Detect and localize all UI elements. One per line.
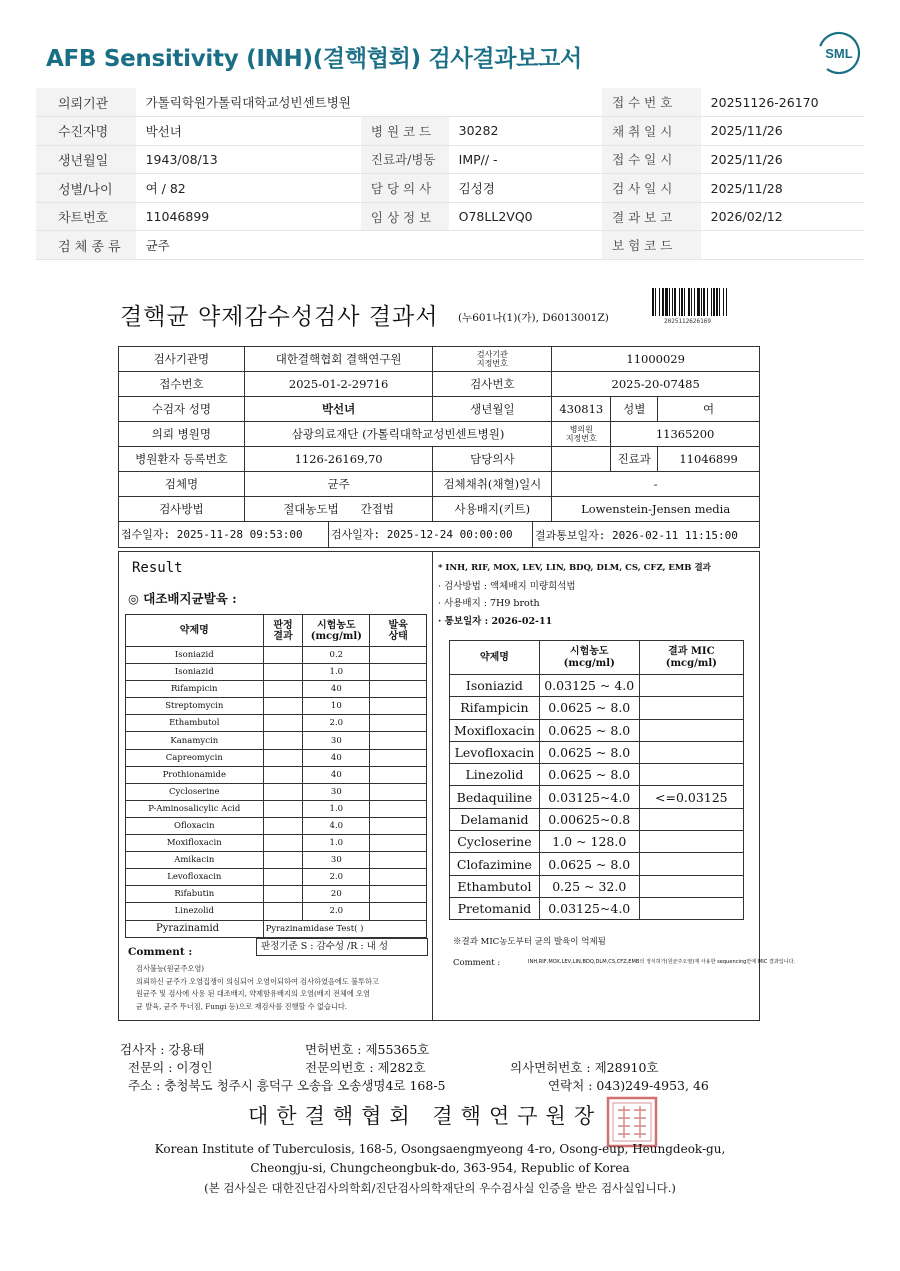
drug-conc: 30 <box>303 783 370 800</box>
drug-result <box>263 903 303 920</box>
drug-conc: 1.0 <box>303 664 370 681</box>
drug-growth <box>370 766 427 783</box>
mic-mic <box>639 741 743 763</box>
dates-row <box>119 522 760 548</box>
barcode-bar <box>655 288 656 316</box>
liquid-method: · 검사방법 : 액체배지 미량희석법 <box>438 580 576 592</box>
patient-row <box>36 145 864 174</box>
table-row <box>450 875 744 897</box>
right-comment-text: INH,RIF,MOX,LEV,LIN,BDQ,DLM,CS,CFZ,EMB의 정식허가(원균주오염)재 사용한 sequencing만에 MIC 결과입니다. <box>528 959 796 965</box>
col-drug: 약제명 <box>126 615 264 647</box>
barcode-bar <box>662 288 664 316</box>
mic-conc: 0.03125~4.0 <box>539 786 639 808</box>
lab-no-label: 검사기관 지정번호 <box>433 347 552 372</box>
english-address-2: Cheongju-si, Chungcheongbuk-do, 363-954, Republic of Korea <box>250 1161 630 1175</box>
mic-conc: 0.0625 ~ 8.0 <box>539 719 639 741</box>
table-row <box>450 897 744 919</box>
report-info-table <box>118 346 760 548</box>
mic-name: Rifampicin <box>450 697 540 719</box>
organization-name: 대한결핵협회 결핵연구원장 <box>248 1104 603 1128</box>
drug-conc: 4.0 <box>303 817 370 834</box>
table-row <box>126 698 427 715</box>
drug-result <box>263 698 303 715</box>
mic-conc: 0.0625 ~ 8.0 <box>539 697 639 719</box>
mic-mic <box>639 808 743 830</box>
patient-field-label: 생년월일 <box>36 145 136 174</box>
name-label: 수검자 성명 <box>119 397 245 422</box>
control-growth-label: ◎ 대조배지균발육 : <box>128 591 237 606</box>
drug-growth <box>370 698 427 715</box>
mic-col-result: 결과 MIC (mcg/ml) <box>639 641 743 675</box>
pyrazinamidase-test: Pyrazinamidase Test( ) <box>263 920 426 937</box>
hosp-no-label: 병의원 지정번호 <box>552 422 611 447</box>
hosp-label: 의뢰 병원명 <box>119 422 245 447</box>
mic-name: Pretomanid <box>450 897 540 919</box>
mic-mic <box>639 831 743 853</box>
barcode-bar <box>726 288 727 316</box>
table-row <box>126 664 427 681</box>
patient-field-value: 균주 <box>136 231 361 260</box>
drug-growth <box>370 852 427 869</box>
drug-name: Linezolid <box>126 903 264 920</box>
specialist: 전문의 : 이경인 <box>128 1060 213 1075</box>
doctor-value <box>552 447 611 472</box>
barcode-bar <box>672 288 673 316</box>
patient-field-value <box>449 231 602 260</box>
drug-name: Ofloxacin <box>126 817 264 834</box>
patient-field-value: 2026/02/12 <box>701 202 864 231</box>
table-row <box>126 886 427 903</box>
barcode-bar <box>669 288 670 316</box>
table-row <box>126 766 427 783</box>
drug-result <box>263 647 303 664</box>
notify-date: 결과통보일자: 2026-02-11 11:15:00 <box>535 528 738 542</box>
drug-conc: 1.0 <box>303 835 370 852</box>
drug-name: Cycloserine <box>126 783 264 800</box>
specimen-value: 균주 <box>244 472 433 497</box>
patient-row <box>36 174 864 203</box>
test-no-value: 2025-20-07485 <box>552 372 760 397</box>
report-title: 결핵균 약제감수성검사 결과서 <box>120 304 439 330</box>
media-label: 사용배지(키트) <box>433 497 552 522</box>
drug-growth <box>370 835 427 852</box>
drug-result <box>263 664 303 681</box>
patient-field-value: 박선녀 <box>136 117 361 146</box>
drug-conc: 20 <box>303 886 370 903</box>
barcode-bar <box>665 288 668 316</box>
drug-result <box>263 817 303 834</box>
mic-mic <box>639 897 743 919</box>
sml-logo-icon <box>816 30 862 76</box>
drug-growth <box>370 749 427 766</box>
drug-growth <box>370 715 427 732</box>
patient-field-label: 병 원 코 드 <box>361 117 449 146</box>
doctor-label: 담당의사 <box>433 447 552 472</box>
barcode-bar <box>652 288 654 316</box>
barcode-bar <box>681 288 683 316</box>
drug-conc: 30 <box>303 732 370 749</box>
comment-line: 의뢰하신 균주가 오염집쟁이 의심되어 오염이되하여 검사하였음에도 불투하고 <box>136 976 379 986</box>
patient-field-label: 접 수 번 호 <box>602 88 701 117</box>
patient-field-label: 의뢰기관 <box>36 88 136 117</box>
drug-conc: 2.0 <box>303 903 370 920</box>
mic-name: Clofazimine <box>450 853 540 875</box>
patient-field-label: 진료과/병동 <box>361 145 449 174</box>
drug-conc: 2.0 <box>303 869 370 886</box>
mic-name: Bedaquiline <box>450 786 540 808</box>
drug-result <box>263 835 303 852</box>
medical-license-no: 의사면허번호 : 제28910호 <box>510 1060 659 1075</box>
mic-conc: 0.03125 ~ 4.0 <box>539 675 639 697</box>
patient-row <box>36 202 864 231</box>
receipt-label: 접수번호 <box>119 372 245 397</box>
drug-name: Streptomycin <box>126 698 264 715</box>
table-row <box>126 903 427 920</box>
barcode-bar <box>711 288 712 316</box>
table-row <box>450 697 744 719</box>
patient-field-value <box>701 231 864 260</box>
license-no: 면허번호 : 제55365호 <box>305 1042 430 1057</box>
table-row <box>126 835 427 852</box>
drug-result <box>263 732 303 749</box>
mic-conc: 0.00625~0.8 <box>539 808 639 830</box>
patient-field-label <box>361 88 449 117</box>
drug-name: Rifampicin <box>126 681 264 698</box>
patient-field-label: 결 과 보 고 <box>602 202 701 231</box>
drug-result <box>263 800 303 817</box>
drug-name: Isoniazid <box>126 647 264 664</box>
mic-mic <box>639 764 743 786</box>
table-row <box>126 852 427 869</box>
method-a: 절대농도법 <box>283 502 339 516</box>
patient-field-label: 수진자명 <box>36 117 136 146</box>
mic-mic <box>639 853 743 875</box>
mic-conc: 0.0625 ~ 8.0 <box>539 764 639 786</box>
drug-growth <box>370 664 427 681</box>
barcode-bar <box>679 288 680 316</box>
mic-col-drug: 약제명 <box>450 641 540 675</box>
media-value: Lowenstein-Jensen media <box>552 497 760 522</box>
patient-field-value: 2025/11/26 <box>701 117 864 146</box>
barcode-bar <box>688 288 690 316</box>
report-code: (누601나(1)(가), D6013001Z) <box>458 312 609 324</box>
table-row <box>450 675 744 697</box>
patient-field-value: 1943/08/13 <box>136 145 361 174</box>
receipt-value: 2025-01-2-29716 <box>244 372 433 397</box>
patient-field-value: 김성경 <box>449 174 602 203</box>
lab-value: 대한결핵협회 결핵연구원 <box>244 347 433 372</box>
reg-label: 병원환자 등록번호 <box>119 447 245 472</box>
mic-conc: 0.25 ~ 32.0 <box>539 875 639 897</box>
table-row <box>126 817 427 834</box>
drug-result <box>263 749 303 766</box>
patient-field-label: 채 취 일 시 <box>602 117 701 146</box>
liquid-method-lines <box>438 560 711 630</box>
criteria-box: 판정기준 S : 감수성 /R : 내 성 <box>256 938 428 956</box>
left-comment-label: Comment : <box>128 946 193 958</box>
patient-field-value: 11046899 <box>136 202 361 231</box>
patient-field-label <box>361 231 449 260</box>
patient-field-label: 차트번호 <box>36 202 136 231</box>
mic-conc: 1.0 ~ 128.0 <box>539 831 639 853</box>
drug-growth <box>370 681 427 698</box>
table-row <box>450 853 744 875</box>
mic-name: Levofloxacin <box>450 741 540 763</box>
pyrazinamid-name: Pyrazinamid <box>126 920 264 937</box>
barcode-bar <box>719 288 720 316</box>
table-row <box>126 920 427 937</box>
drug-conc: 1.0 <box>303 800 370 817</box>
drug-conc: 2.0 <box>303 715 370 732</box>
specimen-label: 검체명 <box>119 472 245 497</box>
patient-field-value: 2025/11/26 <box>701 145 864 174</box>
mic-conc: 0.0625 ~ 8.0 <box>539 741 639 763</box>
mic-name: Isoniazid <box>450 675 540 697</box>
drug-conc: 40 <box>303 766 370 783</box>
test-no-label: 검사번호 <box>433 372 552 397</box>
mic-note: ※결과 MIC농도부터 균의 발육이 억제됨 <box>453 937 606 947</box>
dob-label: 생년월일 <box>433 397 552 422</box>
table-row <box>126 732 427 749</box>
barcode-bar <box>713 288 715 316</box>
drug-conc: 10 <box>303 698 370 715</box>
liquid-notify: · 통보일자 : 2026-02-11 <box>438 615 553 627</box>
barcode-bar <box>697 288 700 316</box>
patient-field-value: O78LL2VQ0 <box>449 202 602 231</box>
table-row <box>450 741 744 763</box>
drug-name: Levofloxacin <box>126 869 264 886</box>
mic-name: Ethambutol <box>450 875 540 897</box>
mic-conc: 0.0625 ~ 8.0 <box>539 853 639 875</box>
patient-field-value: 여 / 82 <box>136 174 361 203</box>
solid-media-table <box>125 614 427 938</box>
logo-text: SML <box>825 46 853 61</box>
patient-field-value: 20251126-26170 <box>701 88 864 117</box>
barcode-bar <box>707 288 708 316</box>
method-b: 간접법 <box>360 502 395 516</box>
specialist-no: 전문의번호 : 제282호 <box>305 1060 426 1075</box>
table-row <box>450 808 744 830</box>
mic-name: Moxifloxacin <box>450 719 540 741</box>
drug-name: Amikacin <box>126 852 264 869</box>
comment-line: 검사불능(원균주오염) <box>136 964 205 973</box>
drug-growth <box>370 817 427 834</box>
col-growth: 발육 상태 <box>370 615 427 647</box>
table-row <box>450 831 744 853</box>
sex-label: 성별 <box>611 397 658 422</box>
patient-row <box>36 231 864 260</box>
mic-mic <box>639 875 743 897</box>
mic-name: Linezolid <box>450 764 540 786</box>
liquid-media: · 사용배지 : 7H9 broth <box>438 598 540 610</box>
table-row <box>126 783 427 800</box>
patient-field-label: 성별/나이 <box>36 174 136 203</box>
table-row <box>126 715 427 732</box>
method-value <box>244 497 433 522</box>
drug-conc: 40 <box>303 681 370 698</box>
barcode-bar <box>659 288 660 316</box>
drug-growth <box>370 783 427 800</box>
mic-col-conc: 시험농도 (mcg/ml) <box>539 641 639 675</box>
barcode-bar <box>701 288 702 316</box>
dob-value: 430813 <box>552 397 611 422</box>
drug-growth <box>370 647 427 664</box>
result-label: Result <box>132 560 183 576</box>
drug-result <box>263 715 303 732</box>
patient-field-label: 검 사 일 시 <box>602 174 701 203</box>
drug-conc: 0.2 <box>303 647 370 664</box>
method-label: 검사방법 <box>119 497 245 522</box>
dept-label: 진료과 <box>611 447 658 472</box>
drug-result <box>263 783 303 800</box>
drug-result <box>263 869 303 886</box>
patient-field-value: 2025/11/28 <box>701 174 864 203</box>
barcode-bar <box>684 288 685 316</box>
patient-row <box>36 88 864 117</box>
col-conc: 시험농도 (mcg/ml) <box>303 615 370 647</box>
barcode-icon <box>652 288 756 316</box>
barcode-bar <box>694 288 695 316</box>
table-row <box>126 647 427 664</box>
collect-value: - <box>552 472 760 497</box>
certification-note: (본 검사실은 대한진단검사의학회/진단검사의학재단의 우수검사실 인증을 받은 검사실입니다.) <box>204 1181 676 1195</box>
barcode-bar <box>674 288 676 316</box>
drug-conc: 40 <box>303 749 370 766</box>
drug-name: Moxifloxacin <box>126 835 264 852</box>
drug-growth <box>370 886 427 903</box>
drug-name: Rifabutin <box>126 886 264 903</box>
mic-name: Cycloserine <box>450 831 540 853</box>
address: 주소 : 충청북도 청주시 흥덕구 오송읍 오송생명4로 168-5 <box>128 1078 446 1093</box>
hosp-no-value: 11365200 <box>611 422 760 447</box>
drug-growth <box>370 903 427 920</box>
barcode-bar <box>723 288 724 316</box>
english-address-1: Korean Institute of Tuberculosis, 168-5, Osongsaengmyeong 4-ro, Osong-eup, Heungdeok-gu, <box>154 1142 726 1156</box>
patient-field-value: 30282 <box>449 117 602 146</box>
patient-field-label: 담 당 의 사 <box>361 174 449 203</box>
mic-name: Delamanid <box>450 808 540 830</box>
official-seal-icon <box>606 1096 658 1148</box>
patient-info-table <box>36 88 864 260</box>
mic-mic <box>639 719 743 741</box>
drug-name: Isoniazid <box>126 664 264 681</box>
patient-field-label: 임 상 정 보 <box>361 202 449 231</box>
result-divider <box>432 551 433 1021</box>
table-row <box>126 681 427 698</box>
comment-line: 균 발육, 균주 뚜너짐, Fungi 등)으로 재검사를 진행할 수 없습니다. <box>136 1001 348 1011</box>
table-row <box>450 786 744 808</box>
drug-name: Kanamycin <box>126 732 264 749</box>
patient-field-label: 접 수 일 시 <box>602 145 701 174</box>
comment-line: 원균주 및 검사에 사용 된 대조배지, 약제함유배지의 오염(배지 전체에 오염 <box>136 989 370 999</box>
drug-growth <box>370 869 427 886</box>
patient-field-label: 검 체 종 류 <box>36 231 136 260</box>
mic-conc: 0.03125~4.0 <box>539 897 639 919</box>
drug-result <box>263 852 303 869</box>
mic-mic <box>639 697 743 719</box>
barcode-bar <box>716 288 718 316</box>
page-title: AFB Sensitivity (INH)(결핵협회) 검사결과보고서 <box>46 46 582 72</box>
barcode-bar <box>691 288 692 316</box>
table-row <box>450 719 744 741</box>
table-row <box>126 749 427 766</box>
reg-value: 1126-26169,70 <box>244 447 433 472</box>
patient-field-value: IMP// - <box>449 145 602 174</box>
mic-mic <box>639 675 743 697</box>
drug-name: Ethambutol <box>126 715 264 732</box>
dept-value: 11046899 <box>658 447 760 472</box>
barcode-number: 2025112626169 <box>664 318 711 325</box>
test-date: 검사일자: 2025-12-24 00:00:00 <box>329 522 533 547</box>
drug-result <box>263 886 303 903</box>
liquid-drug-list: * INH, RIF, MOX, LEV, LIN, BDQ, DLM, CS, CFZ, EMB 결과 <box>438 563 711 573</box>
patient-field-value <box>449 88 602 117</box>
col-result: 판정 결과 <box>263 615 303 647</box>
patient-field-label: 보 험 코 드 <box>602 231 701 260</box>
left-comment-text <box>136 963 428 1013</box>
patient-row <box>36 117 864 146</box>
lab-no-value: 11000029 <box>552 347 760 372</box>
right-comment-label: Comment : <box>453 958 501 968</box>
table-row <box>126 800 427 817</box>
sex-value: 여 <box>658 397 760 422</box>
mic-mic: <=0.03125 <box>639 786 743 808</box>
drug-conc: 30 <box>303 852 370 869</box>
collect-label: 검체채취(채혈)일시 <box>433 472 552 497</box>
table-row <box>126 869 427 886</box>
drug-result <box>263 766 303 783</box>
drug-name: Capreomycin <box>126 749 264 766</box>
hosp-value: 삼광의료재단 (가톨릭대학교성빈센트병원) <box>244 422 552 447</box>
drug-name: Prothionamide <box>126 766 264 783</box>
drug-result <box>263 681 303 698</box>
phone: 연락처 : 043)249-4953, 46 <box>548 1078 709 1093</box>
barcode-bar <box>703 288 705 316</box>
mic-table <box>449 640 744 920</box>
patient-field-value: 가톨릭학원가톨릭대학교성빈센트병원 <box>136 88 361 117</box>
recv-date: 접수일자: 2025-11-28 09:53:00 <box>119 522 329 547</box>
drug-growth <box>370 800 427 817</box>
table-row <box>450 764 744 786</box>
name-value: 박선녀 <box>244 397 433 422</box>
drug-growth <box>370 732 427 749</box>
lab-label: 검사기관명 <box>119 347 245 372</box>
tester: 검사자 : 강용태 <box>120 1042 205 1057</box>
drug-name: P-Aminosalicylic Acid <box>126 800 264 817</box>
